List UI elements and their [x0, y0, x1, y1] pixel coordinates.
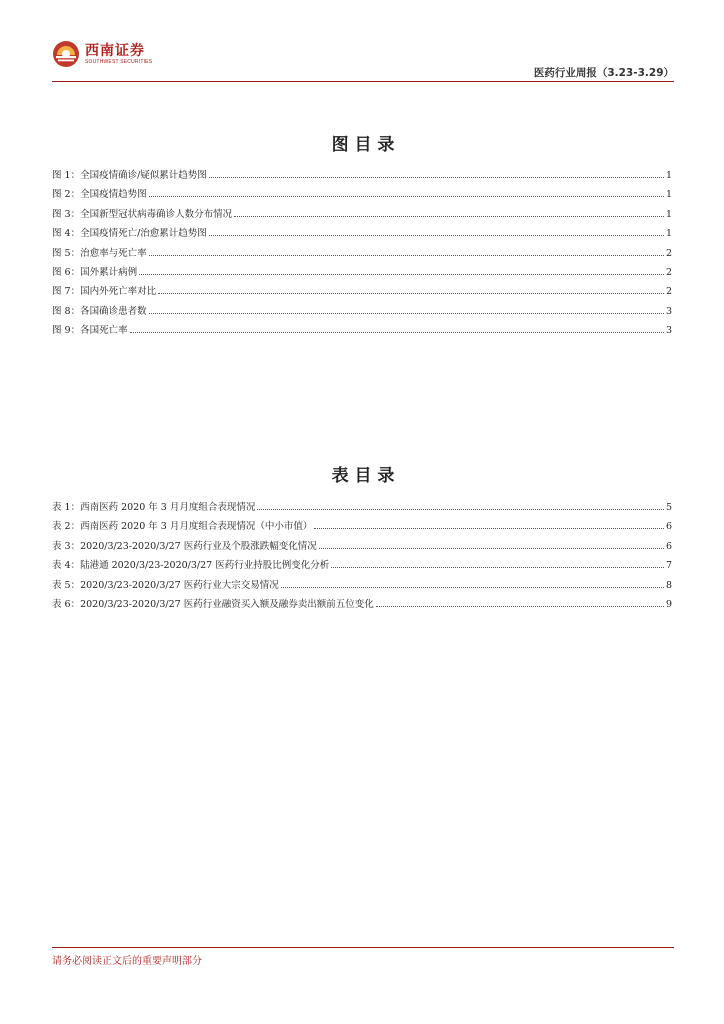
table-entry-label: 表 3：2020/3/23-2020/3/27 医药行业及个股涨跌幅变化情况 — [52, 540, 317, 552]
table-entry-label: 表 6：2020/3/23-2020/3/27 医药行业融资买入额及融券卖出额前五位变化 — [52, 598, 374, 610]
figure-entry[interactable] — [52, 167, 672, 186]
figure-entry-page: 1 — [665, 208, 672, 220]
table-entry[interactable] — [52, 596, 672, 615]
footer-divider — [52, 947, 674, 948]
table-entry[interactable] — [52, 518, 672, 537]
table-entry-page: 7 — [665, 560, 672, 572]
figure-entry-label: 图 6：国外累计病例 — [52, 266, 138, 278]
figure-entry-label: 图 7：国内外死亡率对比 — [52, 286, 157, 298]
figure-entry-page: 1 — [665, 170, 672, 181]
figure-entry-page: 2 — [665, 286, 672, 298]
dot-leader — [376, 606, 664, 607]
figure-entry[interactable] — [52, 303, 672, 322]
figure-index-list — [52, 167, 672, 342]
figure-entry-label: 图 8：各国确诊患者数 — [52, 305, 147, 317]
dot-leader — [209, 177, 664, 178]
header-divider — [52, 81, 674, 82]
table-entry[interactable] — [52, 577, 672, 596]
table-entry-label: 表 2：西南医药 2020 年 3 月月度组合表现情况（中小市值） — [52, 521, 313, 533]
figure-entry-label: 图 1：全国疫情确诊/疑似累计趋势图 — [52, 170, 207, 181]
figure-entry-label: 图 2：全国疫情趋势图 — [52, 189, 147, 201]
footer-disclaimer: 请务必阅读正文后的重要声明部分 — [52, 956, 202, 967]
figure-entry[interactable] — [52, 186, 672, 205]
figure-entry-label: 图 4：全国疫情死亡/治愈累计趋势图 — [52, 228, 207, 240]
figure-entry[interactable] — [52, 245, 672, 264]
table-entry-page: 6 — [665, 540, 672, 552]
dot-leader — [331, 567, 664, 568]
report-title: 医药行业周报（3.23-3.29） — [533, 67, 674, 79]
table-entry-page: 9 — [665, 598, 672, 610]
dot-leader — [234, 216, 664, 217]
figure-entry[interactable] — [52, 283, 672, 302]
figure-entry-label: 图 9：各国死亡率 — [52, 325, 128, 337]
dot-leader — [257, 509, 664, 510]
figure-entry-page: 2 — [665, 247, 672, 259]
dot-leader — [149, 196, 664, 197]
dot-leader — [281, 587, 664, 588]
table-index-title: 表 目 录 — [331, 466, 395, 486]
dot-leader — [130, 332, 664, 333]
page-header — [52, 40, 674, 82]
figure-entry[interactable] — [52, 322, 672, 341]
table-index-list — [52, 499, 672, 615]
figure-entry-label: 图 5：治愈率与死亡率 — [52, 247, 147, 259]
logo-chinese-name: 西南证券 — [85, 42, 145, 59]
table-entry[interactable] — [52, 557, 672, 576]
company-logo — [52, 40, 152, 68]
figure-entry-label: 图 3：全国新型冠状病毒确诊人数分布情况 — [52, 208, 233, 220]
figure-entry-page: 3 — [665, 325, 672, 337]
logo-english-name: SOUTHWEST SECURITIES — [85, 58, 153, 65]
table-entry-page: 5 — [665, 502, 672, 513]
table-entry[interactable] — [52, 538, 672, 557]
dot-leader — [319, 548, 664, 549]
table-entry-page: 8 — [665, 579, 672, 591]
dot-leader — [314, 528, 664, 529]
figure-entry-page: 1 — [665, 228, 672, 240]
figure-entry-page: 2 — [665, 266, 672, 278]
dot-leader — [149, 313, 664, 314]
dot-leader — [149, 255, 664, 256]
figure-entry-page: 1 — [665, 189, 672, 201]
table-entry[interactable] — [52, 499, 672, 518]
dot-leader — [158, 293, 664, 294]
table-entry-page: 6 — [665, 521, 672, 533]
figure-entry[interactable] — [52, 264, 672, 283]
figure-entry-page: 3 — [665, 305, 672, 317]
figure-index-title: 图 目 录 — [331, 135, 395, 155]
dot-leader — [209, 235, 664, 236]
figure-entry[interactable] — [52, 206, 672, 225]
table-entry-label: 表 1：西南医药 2020 年 3 月月度组合表现情况 — [52, 502, 256, 513]
table-entry-label: 表 4：陆港通 2020/3/23-2020/3/27 医药行业持股比例变化分析 — [52, 560, 330, 572]
logo-emblem-icon — [52, 40, 80, 68]
dot-leader — [139, 274, 664, 275]
figure-entry[interactable] — [52, 225, 672, 244]
table-entry-label: 表 5：2020/3/23-2020/3/27 医药行业大宗交易情况 — [52, 579, 279, 591]
